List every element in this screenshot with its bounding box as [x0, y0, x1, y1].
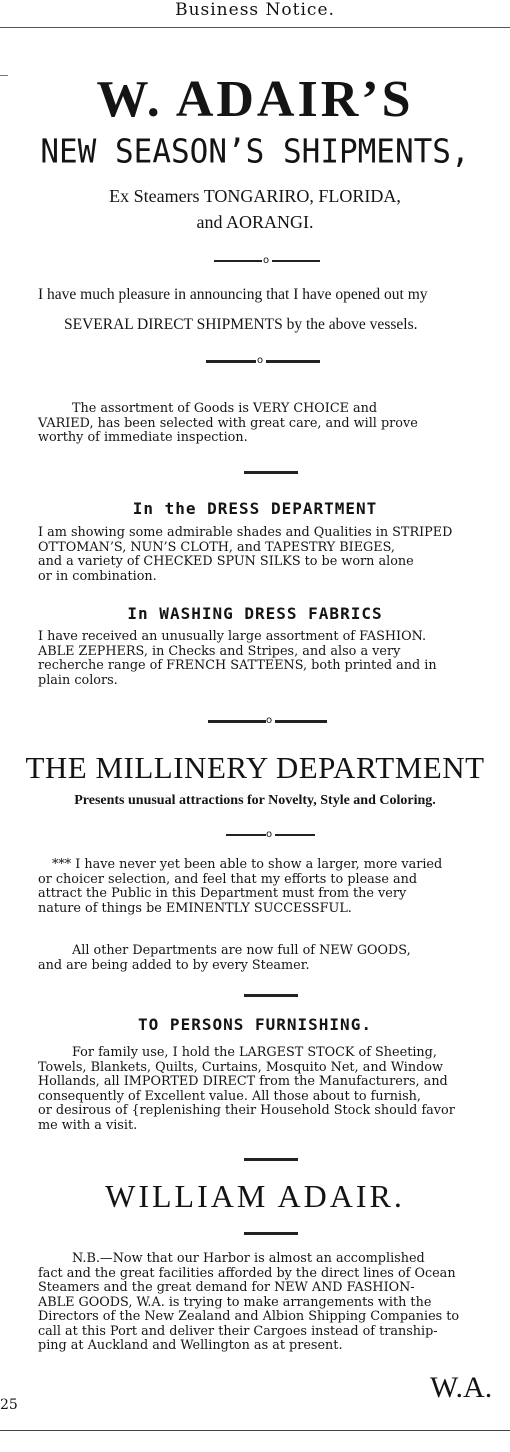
paragraph-line: fact and the great facilities afforded by the direct lines of Ocean: [38, 1265, 456, 1281]
page-header: Business Notice.: [175, 0, 335, 20]
ornament-dot: o: [257, 355, 264, 366]
ornament-rule-right: [275, 720, 327, 723]
section-divider: [244, 994, 298, 997]
steamers-line-1: Ex Steamers TONGARIRO, FLORIDA,: [109, 186, 401, 206]
furnishing-paragraph: [38, 1046, 500, 1133]
nb-paragraph: [38, 1252, 500, 1354]
ornament-rule-left: [208, 720, 266, 723]
section-divider: [244, 471, 298, 474]
advert-title: W. ADAIR’S: [96, 71, 414, 128]
ornament-dot: o: [263, 255, 270, 266]
paragraph-line: recherche range of FRENCH SATTEENS, both printed and in: [38, 658, 437, 673]
section-divider: [244, 1158, 298, 1161]
paragraph-line: Directors of the New Zealand and Albion Shipping Companies to: [38, 1309, 460, 1324]
paragraph-line: Hollands, all IMPORTED DIRECT from the Manufacturers, and: [38, 1074, 448, 1089]
page-number: 25: [0, 1397, 18, 1413]
intro-line-1: I have much pleasure in announcing that I have opened out my: [38, 286, 428, 303]
header-divider: [0, 27, 510, 28]
paragraph-line: attract the Public in this Department must from the very: [38, 886, 407, 901]
assortment-paragraph: [38, 402, 494, 446]
millinery-heading: THE MILLINERY DEPARTMENT: [25, 750, 485, 785]
initials-signature: W.A.: [430, 1371, 493, 1404]
paragraph-line: *** I have never yet been able to show a larger, more varied: [52, 857, 443, 872]
paragraph-line: consequently of Excellent value. All those about to furnish,: [38, 1088, 421, 1104]
paragraph-line: plain colors.: [38, 672, 118, 688]
ornament-rule-left: [226, 834, 266, 836]
paragraph-line: For family use, I hold the LARGEST STOCK of Sheeting,: [72, 1045, 437, 1060]
paragraph-line: or desirous of {replenishing their Household Stock should favor: [38, 1103, 455, 1118]
paragraph-line: ABLE ZEPHERS, in Checks and Stripes, and also a very: [38, 643, 401, 659]
paragraph-line: VARIED, has been selected with great care, and will prove: [38, 415, 418, 431]
ornament-dot: o: [266, 715, 273, 726]
ornament-rule-left: [214, 260, 262, 262]
intro-line-2: SEVERAL DIRECT SHIPMENTS by the above vessels.: [64, 316, 418, 333]
ornament-dot: o: [266, 829, 273, 840]
section-divider: [244, 1232, 298, 1235]
advert-subtitle: NEW SEASON’S SHIPMENTS,: [40, 133, 470, 171]
paragraph-line: ping at Auckland and Wellington as at present.: [38, 1338, 343, 1353]
furnishing-heading: TO PERSONS FURNISHING.: [138, 1015, 372, 1034]
paragraph-line: me with a visit.: [38, 1117, 138, 1133]
dress-heading: In the DRESS DEPARTMENT: [132, 499, 378, 518]
paragraph-line: and a variety of CHECKED SPUN SILKS to be worn alone: [38, 554, 414, 569]
ornament-rule-left: [206, 360, 256, 363]
paragraph-line: OTTOMAN’S, NUN’S CLOTH, and TAPESTRY BIEGES,: [38, 539, 396, 555]
paragraph-line: or in combination.: [38, 568, 157, 584]
paragraph-line: I have received an unusually large assortment of FASHION.: [38, 629, 427, 644]
footer-divider: [0, 1430, 510, 1431]
dress-paragraph: [38, 526, 500, 584]
paragraph-line: Towels, Blankets, Quilts, Curtains, Mosquito Net, and Window: [38, 1059, 443, 1075]
steamers-line-2: and AORANGI.: [196, 212, 314, 232]
washing-heading: In WASHING DRESS FABRICS: [127, 604, 383, 623]
washing-paragraph: [38, 630, 500, 688]
paragraph-line: call at this Port and deliver their Cargoes instead of tranship-: [38, 1323, 438, 1339]
signature-name: WILLIAM ADAIR.: [105, 1178, 405, 1214]
ornament-rule-right: [272, 260, 320, 262]
departments-paragraph: [38, 944, 500, 973]
paragraph-line: nature of things be EMINENTLY SUCCESSFUL.: [38, 900, 352, 916]
millinery-text: Presents unusual attractions for Novelty, Style and Coloring.: [74, 793, 436, 808]
paragraph-line: Steamers and the great demand for NEW AND FASHION-: [38, 1280, 415, 1295]
paragraph-line: or choicer selection, and feel that my efforts to please and: [38, 871, 418, 887]
paragraph-line: The assortment of Goods is VERY CHOICE and: [72, 401, 378, 416]
paragraph-line: and are being added to by every Steamer.: [38, 957, 310, 973]
paragraph-line: ABLE GOODS, W.A. is trying to make arrangements with the: [38, 1294, 432, 1310]
ornament-rule-right: [266, 360, 320, 363]
paragraph-line: All other Departments are now full of NEW GOODS,: [72, 943, 411, 958]
paragraph-line: worthy of immediate inspection.: [38, 430, 248, 445]
selection-paragraph: [38, 858, 500, 916]
paragraph-line: I am showing some admirable shades and Qualities in STRIPED: [38, 525, 453, 540]
paragraph-line: N.B.—Now that our Harbor is almost an accomplished: [72, 1251, 425, 1266]
ornament-rule-right: [275, 834, 315, 836]
